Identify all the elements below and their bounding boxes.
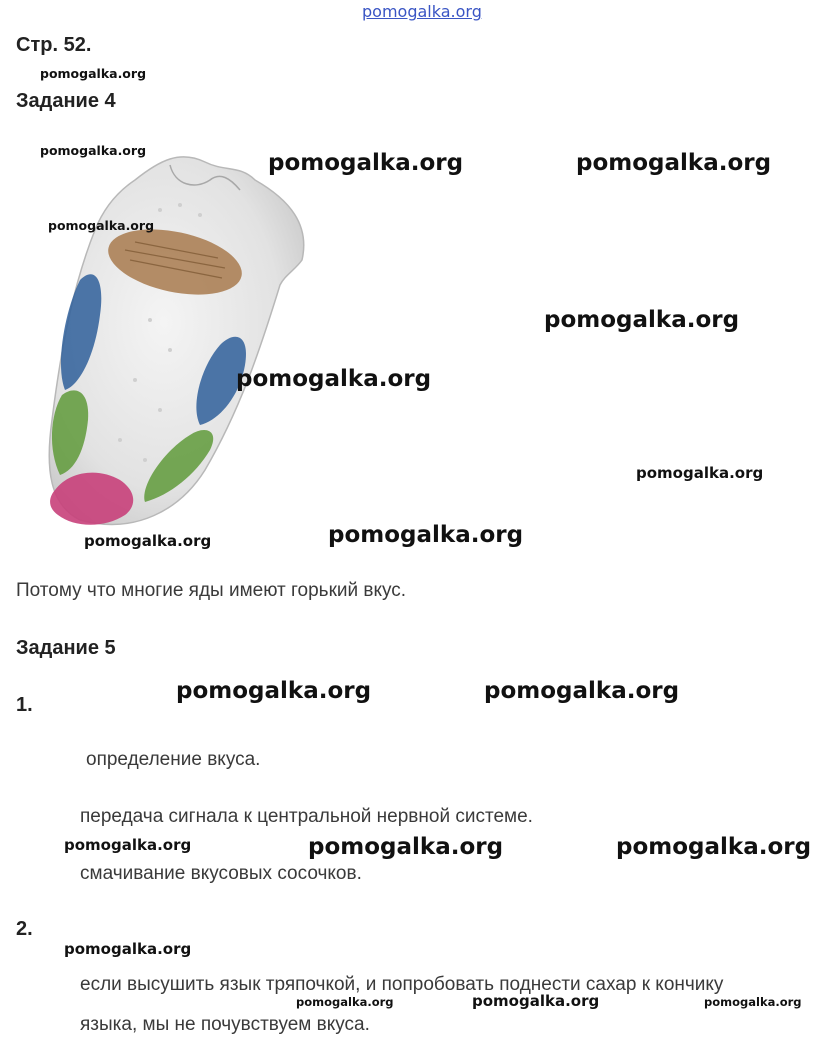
task5-heading: Задание 5 [16, 637, 116, 659]
task5-part1-number: 1. [16, 694, 33, 716]
watermark-link[interactable]: pomogalka.org [362, 2, 482, 21]
watermark: pomogalka.org [48, 218, 155, 233]
watermark: pomogalka.org [176, 678, 372, 704]
watermark: pomogalka.org [472, 992, 600, 1010]
watermark: pomogalka.org [64, 836, 192, 854]
watermark: pomogalka.org [296, 995, 394, 1009]
watermark: pomogalka.org [64, 940, 192, 958]
task5-part2-number: 2. [16, 918, 33, 940]
watermark: pomogalka.org [484, 678, 680, 704]
task4-heading: Задание 4 [16, 90, 116, 112]
part2-line: языка, мы не почувствуем вкуса. [80, 1014, 370, 1035]
watermark: pomogalka.org [616, 834, 812, 860]
watermark: pomogalka.org [328, 522, 524, 548]
tongue-illustration [40, 150, 330, 545]
page-reference: Стр. 52. [16, 34, 92, 56]
watermark: pomogalka.org [40, 66, 147, 81]
watermark: pomogalka.org [84, 532, 212, 550]
tongue-taste-zones-drawing-icon [40, 150, 330, 540]
watermark: pomogalka.org [236, 366, 432, 392]
watermark: pomogalka.org [40, 143, 147, 158]
watermark: pomogalka.org [704, 995, 802, 1009]
watermark: pomogalka.org [544, 307, 740, 333]
part1-line: передача сигнала к центральной нервной системе. [80, 806, 533, 827]
watermark: pomogalka.org [576, 150, 772, 176]
watermark: pomogalka.org [308, 834, 504, 860]
watermark: pomogalka.org [268, 150, 464, 176]
task4-answer: Потому что многие яды имеют горький вкус. [16, 580, 407, 601]
watermark: pomogalka.org [636, 464, 764, 482]
part2-line: если высушить язык тряпочкой, и попробовать поднести сахар к кончику [80, 974, 724, 995]
part1-line: определение вкуса. [86, 749, 261, 770]
part1-line: смачивание вкусовых сосочков. [80, 863, 362, 884]
